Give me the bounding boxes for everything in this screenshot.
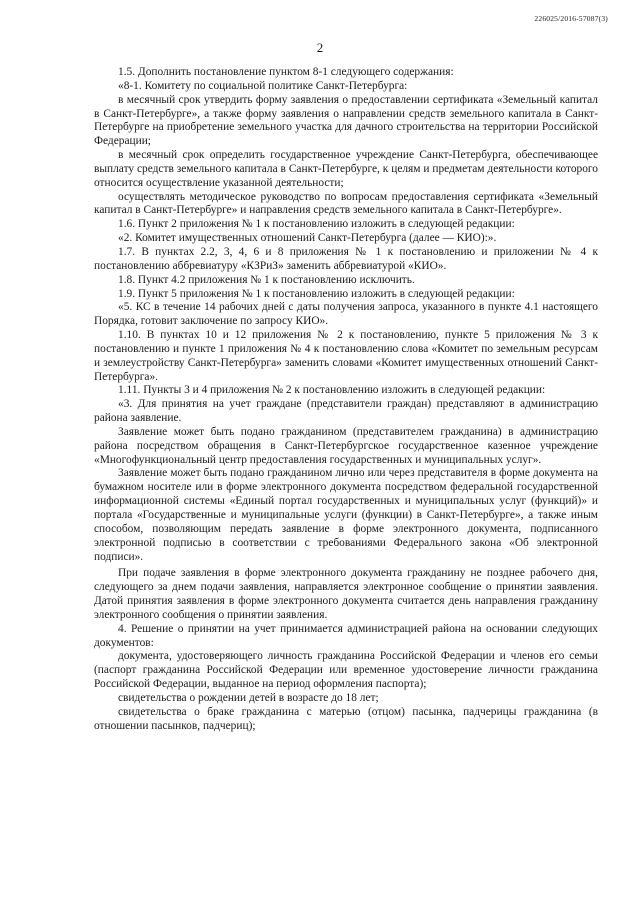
- paragraph-1-10: 1.10. В пунктах 10 и 12 приложения № 2 к постановлению, пункте 5 приложения № 3 к постановлению и пункте 1 приложения № 4 к постановлению слова «Комитет по земельным ресурсам и землеустройству Санкт-Петербурга» заменить словами «Комитет имущественных отношений Санкт-Петербурга».: [94, 329, 598, 383]
- paragraph-form-approval: в месячный срок утвердить форму заявления о предоставлении сертификата «Земельный капитал в Санкт-Петербурге», а также форму заявления о направлении средств земельного капитала в Санкт-Петербурге на приобретение земельного участка для дачного строительства на территории Российской Федерации;: [94, 93, 598, 148]
- paragraph-1-11: 1.11. Пункты 3 и 4 приложения № 2 к постановлению изложить в следующей редакции:: [118, 384, 546, 397]
- paragraph-item-3: «3. Для принятия на учет граждане (представители граждан) представляют в администрацию района заявление.: [94, 398, 598, 425]
- paragraph-application-mfc: Заявление может быть подано гражданином (представителем гражданина) в администрацию района посредством обращения в Санкт-Петербургское государственное казенное учреждение «Многофункциональный центр предоставления государственных и муниципальных услуг».: [94, 425, 598, 466]
- document-body: [94, 66, 598, 734]
- paragraph-electronic-message: При подаче заявления в форме электронного документа гражданину не позднее рабочего дня, следующего за днем подачи заявления, направляется электронное сообщение о принятии заявления. Датой принятия заявления в форме электронного документа считается день направления гражданину электронного сообщения о принятии заявления.: [94, 567, 598, 621]
- paragraph-application-electronic: Заявление может быть подано гражданином лично или через представителя в форме документа на бумажном носителе или в форме электронного документа посредством федеральной государственной информационной системы «Единый портал государственных и муниципальных услуг (функций)» и портала «Государственные и муниципальные услуги (функции) в Санкт-Петербурге», а также иным способом, позволяющим передать заявление в форме электронного документа, подписанного электронной подписью в соответствии с требованиями Федерального закона «Об электронной подписи».: [94, 467, 598, 563]
- paragraph-1-5: 1.5. Дополнить постановление пунктом 8-1 следующего содержания:: [118, 66, 454, 78]
- paragraph-identity-document: документа, удостоверяющего личность гражданина Российской Федерации и членов его семьи (паспорт гражданина Российской Федерации или временное удостоверение личности гражданина Российской Федерации, выданное на период оформления паспорта);: [94, 650, 598, 691]
- paragraph-1-8: 1.8. Пункт 4.2 приложения № 1 к постановлению исключить.: [118, 273, 415, 286]
- page-number: 2: [316, 40, 324, 55]
- paragraph-kio: «2. Комитет имущественных отношений Санкт-Петербурга (далее — КИО):».: [118, 232, 497, 245]
- paragraph-1-7: 1.7. В пунктах 2.2, 3, 4, 6 и 8 приложения № 1 к постановлению и приложении № 4 к постановлению аббревиатуру «КЗРиЗ» заменить аббревиатурой «КИО».: [94, 245, 598, 272]
- document-id: 226025/2016-57087(3): [534, 14, 608, 23]
- paragraph-ks: «5. КС в течение 14 рабочих дней с даты получения запроса, указанного в пункте 4.1 настоящего Порядка, готовит заключение по запросу КИО».: [94, 301, 598, 328]
- paragraph-item-4: 4. Решение о принятии на учет принимается администрацией района на основании следующих документов:: [94, 622, 598, 649]
- paragraph-institution: в месячный срок определить государственное учреждение Санкт-Петербурга, обеспечивающее выплату средств земельного капитала в Санкт-Петербурге, к целям и предметам деятельности которого относится осуществление указанной деятельности;: [94, 149, 598, 189]
- paragraph-1-6: 1.6. Пункт 2 приложения № 1 к постановлению изложить в следующей редакции:: [118, 218, 515, 231]
- paragraph-1-9: 1.9. Пункт 5 приложения № 1 к постановлению изложить в следующей редакции:: [118, 287, 515, 300]
- paragraph-methodical: осуществлять методическое руководство по вопросам предоставления сертификата «Земельный капитал в Санкт-Петербурге» и направления средств земельного капитала в Санкт-Петербурге».: [94, 190, 598, 217]
- paragraph-8-1-heading: «8-1. Комитету по социальной политике Санкт-Петербурга:: [118, 79, 408, 92]
- paragraph-birth-certificates: свидетельства о рождении детей в возрасте до 18 лет;: [118, 691, 379, 704]
- paragraph-marriage-certificate: свидетельства о браке гражданина с матерью (отцом) пасынка, падчерицы гражданина (в отношении пасынков, падчериц);: [94, 705, 598, 732]
